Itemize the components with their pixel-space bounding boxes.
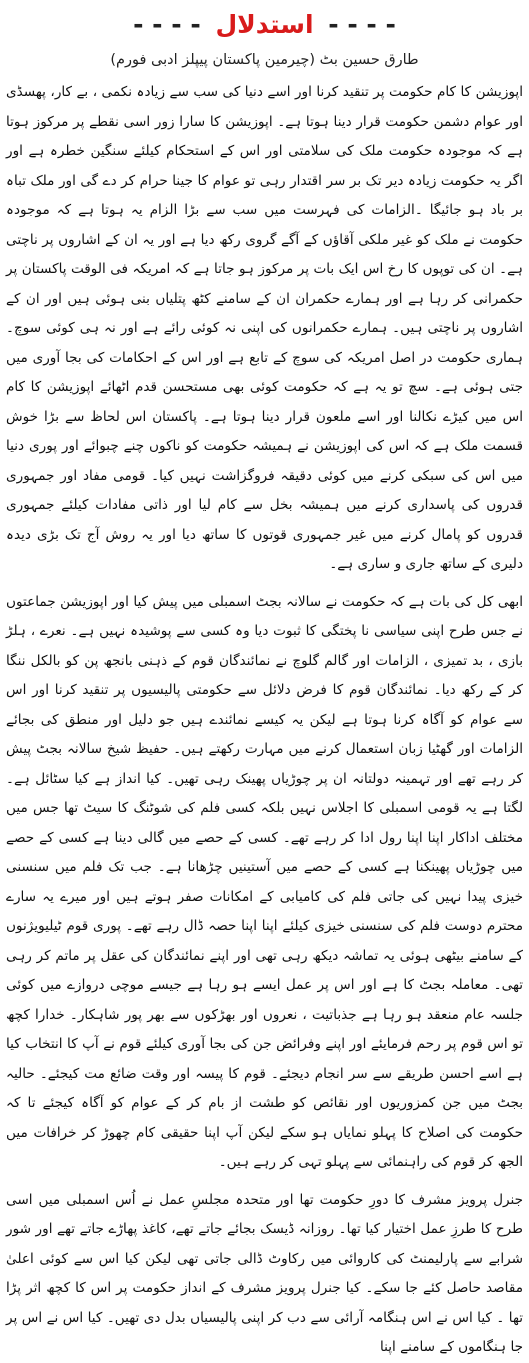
article-headline <box>6 4 523 46</box>
headline-text: استدلال <box>215 10 314 39</box>
article-paragraph-1: اپوزیشن کا کام حکومت پر تنقید کرنا اور اسے دنیا کی سب سے زیادہ نکمی ، بے کار، پھسڈی اور عوام دشمن حکومت قرار دینا ہوتا ہے۔ اپوزیشن کا سارا زور اسی نقطے پر مرکوز ہوتا ہے کہ موجودہ حکومت ملک کی سلامتی اور اس کے استحکام کیلئے سنگین خطرہ ہے اور اگر یہ حکومت زیادہ دیر تک بر سر اقتدار رہی تو عوام کا جینا حرام کر دے گی اور ملک تباہ بر باد ہو جائیگا ۔الزامات کی فہرست میں سب سے بڑا الزام یہ ہوتا ہے کہ موجودہ حکومت نے ملک کو غیر ملکی آقاؤں کے آگے گروی رکھ دیا ہے اور یہ ان کے اشاروں پر ناچتی ہے۔ ان کی توپوں کا رخ اس ایک بات پر مرکوز ہو جاتا ہے کہ امریکہ فی الوقت پاکستان پر حکمرانی کر رہا ہے اور ہمارے حکمران ان کے سامنے کٹھ پتلیاں بنی ہوئی ہیں اور ان کے اشاروں پر ناچتی ہیں۔ ہمارے حکمرانوں کی اپنی نہ کوئی رائے ہے اور نہ ہی کوئی سوچ۔ ہماری حکومت در اصل امریکہ کی سوچ کے تابع ہے اور اس کے احکامات کی بجا آوری میں جتی ہوئی ہے۔ سچ تو یہ ہے کہ حکومت کوئی بھی مستحسن قدم اٹھائے اپوزیشن کا کام اس میں کیڑے نکالنا اور اسے ملعون قرار دینا ہوتا ہے۔ پاکستان اس لحاظ سے بڑا خوش قسمت ملک ہے کہ اس کی اپوزیشن نے ہمیشہ حکومت کو ناکوں چنے چبوائے اور پوری دنیا میں اس کی سبکی کرنے میں کوئی دقیقہ فروگزاشت نہیں کیا۔ قومی مفاد اور جمہوری قدروں کی پاسداری کرنے میں ہمیشہ بخل سے کام لیا اور ذاتی مفادات کیلئے جمہوری قدروں کو پامال کرنے میں غیر جمہوری قوتوں کا ساتھ دیا اور یہ روش آج تک بڑی دیدہ دلیری کے ساتھ جاری و ساری ہے۔ <box>6 84 523 572</box>
article-byline: طارق حسین بٹ (چیرمین پاکستان پیپلز ادبی فورم) <box>110 52 419 68</box>
article-page <box>6 4 523 1355</box>
article-paragraph-2: ابھی کل کی بات ہے کہ حکومت نے سالانہ بجٹ اسمبلی میں پیش کیا اور اپوزیشن جماعتوں نے جس طرح اپنی سیاسی نا پختگی کا ثبوت دیا وہ کسی سے پوشیدہ نہیں ہے۔ نعرے ، ہلڑ بازی ، بد تمیزی ، الزامات اور گالم گلوچ نے نمائندگان قوم کے ذہنی بانجھ پن کو بالکل ننگا کر کے رکھ دیا۔ نمائندگان قوم کا فرض دلائل سے حکومتی پالیسیوں پر تنقید کرنا اور اس سے عوام کو آگاہ کرنا ہوتا ہے لیکن یہ کیسے نمائندے ہیں جو دلیل اور منطق کی بجائے الزامات اور گھٹیا زبان استعمال کرنے میں مہارت رکھتے ہیں۔ حفیظ شیخ سالانہ بجٹ پیش کر رہے تھے اور تہمینہ دولتانہ ان پر چوڑیاں پھینک رہی تھیں۔ کیا انداز ہے کیا سٹائل ہے۔ لگتا ہے یہ قومی اسمبلی کا اجلاس نہیں بلکہ کسی فلم کی شوٹنگ کا سیٹ تھا جس میں مختلف اداکار اپنا اپنا رول ادا کر رہے تھے۔ کسی کے حصے میں گالی دینا ہے کسی کے حصے میں چوڑیاں پھینکنا ہے کسی کے حصے میں آستینیں چڑھانا ہے۔ جب تک فلم میں سنسنی خیزی پیدا نہیں کی جاتی فلم کی کامیابی کے امکانات صفر ہوتے ہیں اور میرے یہ سارے محترم دوست فلم کی سنسنی خیزی کیلئے اپنا اپنا حصہ ڈال رہے تھے۔ پوری قوم ٹیلیویژنوں کے سامنے بیٹھی ہوئی یہ تماشہ دیکھ رہی تھی اور اپنے نمائندگان کی عقل پر ماتم کر رہی تھی۔ معاملہ بجٹ کا ہے اور اس پر عمل ایسے ہو رہا ہے جیسے موچی دروازے میں کوئی جلسہ عام منعقد ہو رہا ہے جذباتیت ، نعروں اور بھڑکوں سے بھر پور شاہکار۔ خدارا کچھ تو اس قوم پر رحم فرمایئے اور اپنے وفرائض جن کی بجا آوری کیلئے قوم نے آپ کا انتخاب کیا ہے اسے احسن طریقے سے سر انجام دیجئے۔ قوم کا پیسہ اور وقت ضائع مت کیجئے۔ حالیہ بجٹ میں جن کمزوریوں اور نقائص کو طشت از بام کر کے عوام کو آگاہ کیجئے تا کہ حکومت کی اصلاح کا پہلو نمایاں ہو سکے لیکن آپ اپنا حقیقی کام چھوڑ کر خرافات میں الجھ کر قوم کی راہنمائی سے پہلو تہی کر رہے ہیں۔ <box>6 593 523 1170</box>
article-body <box>6 78 523 1363</box>
headline-dashes-right: - - - - <box>328 10 396 39</box>
headline-dashes-left: - - - - <box>133 10 201 39</box>
article-paragraph-3: جنرل پرویز مشرف کا دورِ حکومت تھا اور متحدہ مجلسِ عمل نے اُس اسمبلی میں اسی طرح کا طرزِ عمل اختیار کیا تھا۔ روزانہ ڈیسک بجائے جاتے تھے، کاغذ پھاڑے جاتے تھے اور شور شرابے سے پارلیمنٹ کی کاروائی میں رکاوٹ ڈالی جاتی تھی لیکن کیا اس سے کوئی اعلیٰ مقاصد حاصل کئے جا سکے۔ کیا جنرل پرویز مشرف کے انداز حکومت پر اس کا کچھ اثر پڑا تھا ۔ کیا اس نے اس ہنگامہ آرائی سے دب کر اپنی پالیسیاں بدل دی تھیں۔ کیا اس نے اس پر جا ہنگاموں کے سامنے اپنا <box>6 1191 523 1355</box>
